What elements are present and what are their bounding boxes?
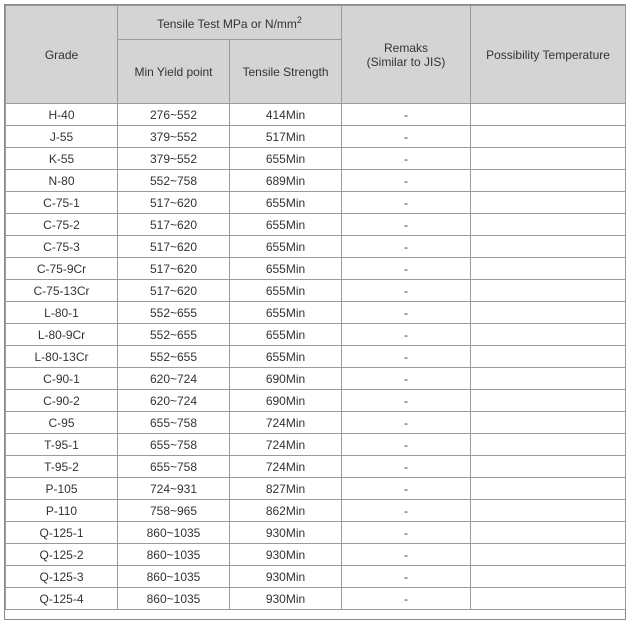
cell-tensile-strength: 517Min — [230, 126, 342, 148]
cell-tensile-strength: 655Min — [230, 148, 342, 170]
cell-remaks: - — [342, 280, 471, 302]
cell-tensile-strength: 930Min — [230, 566, 342, 588]
table-row — [6, 214, 626, 236]
cell-tensile-strength: 414Min — [230, 104, 342, 126]
cell-possibility-temperature — [471, 192, 626, 214]
cell-remaks: - — [342, 412, 471, 434]
table-row — [6, 302, 626, 324]
header-tensile-test: Tensile Test MPa or $N/mm^2$ — [118, 6, 342, 40]
cell-possibility-temperature — [471, 346, 626, 368]
cell-tensile-strength: 655Min — [230, 302, 342, 324]
table-row — [6, 456, 626, 478]
cell-grade: H-40 — [6, 104, 118, 126]
table-row — [6, 192, 626, 214]
cell-grade: L-80-1 — [6, 302, 118, 324]
cell-min-yield: 655~758 — [118, 412, 230, 434]
table-row — [6, 566, 626, 588]
table-row — [6, 390, 626, 412]
cell-tensile-strength: 655Min — [230, 192, 342, 214]
cell-possibility-temperature — [471, 148, 626, 170]
cell-min-yield: 758~965 — [118, 500, 230, 522]
table-row — [6, 544, 626, 566]
cell-remaks: - — [342, 148, 471, 170]
cell-grade: C-75-3 — [6, 236, 118, 258]
cell-possibility-temperature — [471, 126, 626, 148]
spec-table-container — [4, 4, 626, 620]
cell-grade: C-95 — [6, 412, 118, 434]
cell-remaks: - — [342, 104, 471, 126]
table-body — [6, 104, 626, 610]
cell-possibility-temperature — [471, 412, 626, 434]
cell-tensile-strength: 690Min — [230, 368, 342, 390]
table-row — [6, 258, 626, 280]
table-row — [6, 500, 626, 522]
table-row — [6, 324, 626, 346]
cell-possibility-temperature — [471, 280, 626, 302]
cell-grade: Q-125-1 — [6, 522, 118, 544]
cell-possibility-temperature — [471, 522, 626, 544]
cell-remaks: - — [342, 236, 471, 258]
cell-possibility-temperature — [471, 390, 626, 412]
cell-remaks: - — [342, 566, 471, 588]
cell-grade: T-95-2 — [6, 456, 118, 478]
cell-grade: P-105 — [6, 478, 118, 500]
table-header — [6, 6, 626, 104]
cell-min-yield: 860~1035 — [118, 522, 230, 544]
cell-tensile-strength: 724Min — [230, 456, 342, 478]
table-row — [6, 170, 626, 192]
cell-tensile-strength: 655Min — [230, 346, 342, 368]
cell-possibility-temperature — [471, 214, 626, 236]
cell-remaks: - — [342, 390, 471, 412]
cell-grade: J-55 — [6, 126, 118, 148]
cell-remaks: - — [342, 434, 471, 456]
cell-possibility-temperature — [471, 544, 626, 566]
table-row — [6, 236, 626, 258]
cell-remaks: - — [342, 192, 471, 214]
cell-grade: T-95-1 — [6, 434, 118, 456]
cell-tensile-strength: 655Min — [230, 324, 342, 346]
cell-tensile-strength: 655Min — [230, 236, 342, 258]
cell-min-yield: 620~724 — [118, 368, 230, 390]
cell-grade: N-80 — [6, 170, 118, 192]
cell-remaks: - — [342, 478, 471, 500]
cell-possibility-temperature — [471, 434, 626, 456]
table-row — [6, 148, 626, 170]
cell-possibility-temperature — [471, 258, 626, 280]
cell-possibility-temperature — [471, 500, 626, 522]
header-possibility-temperature: Possibility Temperature — [471, 6, 626, 104]
cell-min-yield: 552~655 — [118, 346, 230, 368]
cell-min-yield: 276~552 — [118, 104, 230, 126]
cell-min-yield: 860~1035 — [118, 588, 230, 610]
header-remaks: Remaks (Similar to JIS) — [342, 6, 471, 104]
cell-remaks: - — [342, 346, 471, 368]
cell-grade: L-80-9Cr — [6, 324, 118, 346]
cell-possibility-temperature — [471, 566, 626, 588]
header-grade: Grade — [6, 6, 118, 104]
cell-grade: K-55 — [6, 148, 118, 170]
cell-grade: C-75-2 — [6, 214, 118, 236]
cell-grade: C-75-1 — [6, 192, 118, 214]
table-row — [6, 368, 626, 390]
table-row — [6, 126, 626, 148]
cell-grade: C-90-1 — [6, 368, 118, 390]
cell-min-yield: 517~620 — [118, 280, 230, 302]
cell-tensile-strength: 655Min — [230, 214, 342, 236]
cell-possibility-temperature — [471, 302, 626, 324]
cell-tensile-strength: 655Min — [230, 258, 342, 280]
cell-tensile-strength: 724Min — [230, 412, 342, 434]
cell-min-yield: 655~758 — [118, 434, 230, 456]
cell-tensile-strength: 655Min — [230, 280, 342, 302]
cell-grade: C-75-13Cr — [6, 280, 118, 302]
cell-min-yield: 517~620 — [118, 258, 230, 280]
cell-tensile-strength: 827Min — [230, 478, 342, 500]
cell-min-yield: 552~655 — [118, 324, 230, 346]
cell-grade: L-80-13Cr — [6, 346, 118, 368]
header-tensile-strength: Tensile Strength — [230, 40, 342, 104]
table-row — [6, 588, 626, 610]
cell-min-yield: 379~552 — [118, 148, 230, 170]
cell-min-yield: 552~655 — [118, 302, 230, 324]
cell-possibility-temperature — [471, 588, 626, 610]
cell-possibility-temperature — [471, 170, 626, 192]
cell-remaks: - — [342, 214, 471, 236]
table-row — [6, 478, 626, 500]
table-row — [6, 412, 626, 434]
cell-min-yield: 655~758 — [118, 456, 230, 478]
cell-tensile-strength: 930Min — [230, 522, 342, 544]
cell-possibility-temperature — [471, 104, 626, 126]
cell-possibility-temperature — [471, 456, 626, 478]
cell-grade: C-75-9Cr — [6, 258, 118, 280]
cell-min-yield: 517~620 — [118, 236, 230, 258]
table-row — [6, 280, 626, 302]
cell-min-yield: 860~1035 — [118, 566, 230, 588]
cell-tensile-strength: 930Min — [230, 544, 342, 566]
cell-min-yield: 379~552 — [118, 126, 230, 148]
table-row — [6, 522, 626, 544]
cell-possibility-temperature — [471, 324, 626, 346]
cell-min-yield: 860~1035 — [118, 544, 230, 566]
cell-grade: P-110 — [6, 500, 118, 522]
cell-grade: C-90-2 — [6, 390, 118, 412]
cell-min-yield: 517~620 — [118, 192, 230, 214]
cell-remaks: - — [342, 588, 471, 610]
cell-tensile-strength: 724Min — [230, 434, 342, 456]
table-row — [6, 346, 626, 368]
cell-remaks: - — [342, 522, 471, 544]
cell-grade: Q-125-3 — [6, 566, 118, 588]
cell-grade: Q-125-2 — [6, 544, 118, 566]
cell-min-yield: 724~931 — [118, 478, 230, 500]
cell-remaks: - — [342, 324, 471, 346]
cell-possibility-temperature — [471, 236, 626, 258]
table-row — [6, 434, 626, 456]
cell-remaks: - — [342, 170, 471, 192]
cell-possibility-temperature — [471, 368, 626, 390]
cell-grade: Q-125-4 — [6, 588, 118, 610]
cell-tensile-strength: 689Min — [230, 170, 342, 192]
cell-remaks: - — [342, 544, 471, 566]
header-min-yield: Min Yield point — [118, 40, 230, 104]
cell-possibility-temperature — [471, 478, 626, 500]
cell-remaks: - — [342, 368, 471, 390]
cell-min-yield: 620~724 — [118, 390, 230, 412]
cell-tensile-strength: 930Min — [230, 588, 342, 610]
cell-min-yield: 517~620 — [118, 214, 230, 236]
cell-tensile-strength: 862Min — [230, 500, 342, 522]
cell-remaks: - — [342, 456, 471, 478]
cell-min-yield: 552~758 — [118, 170, 230, 192]
cell-remaks: - — [342, 500, 471, 522]
cell-remaks: - — [342, 258, 471, 280]
table-row — [6, 104, 626, 126]
cell-remaks: - — [342, 126, 471, 148]
cell-tensile-strength: 690Min — [230, 390, 342, 412]
tensile-spec-table — [5, 5, 626, 610]
cell-remaks: - — [342, 302, 471, 324]
